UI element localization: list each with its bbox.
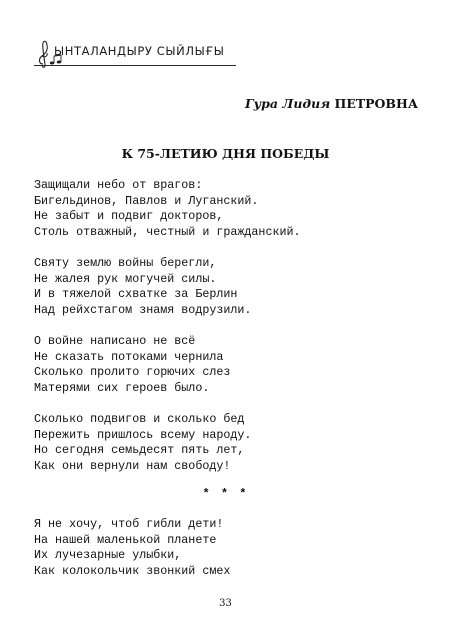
header-divider: [34, 65, 236, 66]
poem-line: Бигельдинов, Павлов и Луганский.: [34, 193, 259, 208]
author-last-name: ПЕТРОВНА: [334, 96, 418, 111]
poem-line: Над рейхстагом знамя водрузили.: [34, 302, 252, 317]
poem-line: Я не хочу, чтоб гибли дети!: [34, 517, 224, 531]
poem-line: Но сегодня семьдесят пять лет,: [34, 443, 245, 458]
poem-line: Не забыт и подвиг докторов,: [34, 209, 224, 224]
poem-line: Не жалея рук могучей силы.: [34, 271, 217, 286]
section-title: ЫНТАЛАНДЫРУ СЫЙЛЫҒЫ: [54, 44, 225, 58]
poem-line: Пережить пришлось всему народу.: [34, 427, 252, 442]
author-first-names: Гура Лидия: [244, 96, 331, 111]
poem-line: Их лучезарные улыбки,: [34, 548, 182, 563]
poem-title: К 75-ЛЕТИЮ ДНЯ ПОБЕДЫ: [121, 146, 330, 161]
page-number: 33: [219, 598, 232, 609]
poem-line: О войне написано не всё: [34, 333, 196, 348]
poem-line: Не сказать потоками чернила: [34, 349, 224, 364]
poem-line: Сколько пролито горючих слез: [34, 365, 231, 380]
poem-line: На нашей маленькой планете: [34, 532, 217, 547]
poem-line: Как колокольчик звонкий смех: [34, 563, 231, 578]
poem-line: Святу землю войны берегли,: [34, 255, 217, 270]
author-name: [245, 96, 418, 111]
poem-separator: * * *: [202, 487, 249, 501]
section-header: [34, 34, 244, 68]
poem-line: И в тяжелой схватке за Берлин: [34, 287, 238, 302]
stanza: [34, 178, 301, 240]
poem-line: Как они вернули нам свободу!: [34, 458, 231, 473]
poem-line: Защищали небо от врагов:: [34, 178, 203, 192]
poem-body: [34, 178, 301, 490]
poem-line: Столь отважный, честный и гражданский.: [34, 224, 301, 239]
stanza: [34, 334, 301, 396]
poem-line: Матерями сих героев было.: [34, 380, 210, 395]
second-poem-body: [34, 517, 230, 579]
stanza: [34, 256, 301, 318]
stanza: [34, 412, 301, 474]
poem-line: Сколько подвигов и сколько бед: [34, 411, 245, 426]
